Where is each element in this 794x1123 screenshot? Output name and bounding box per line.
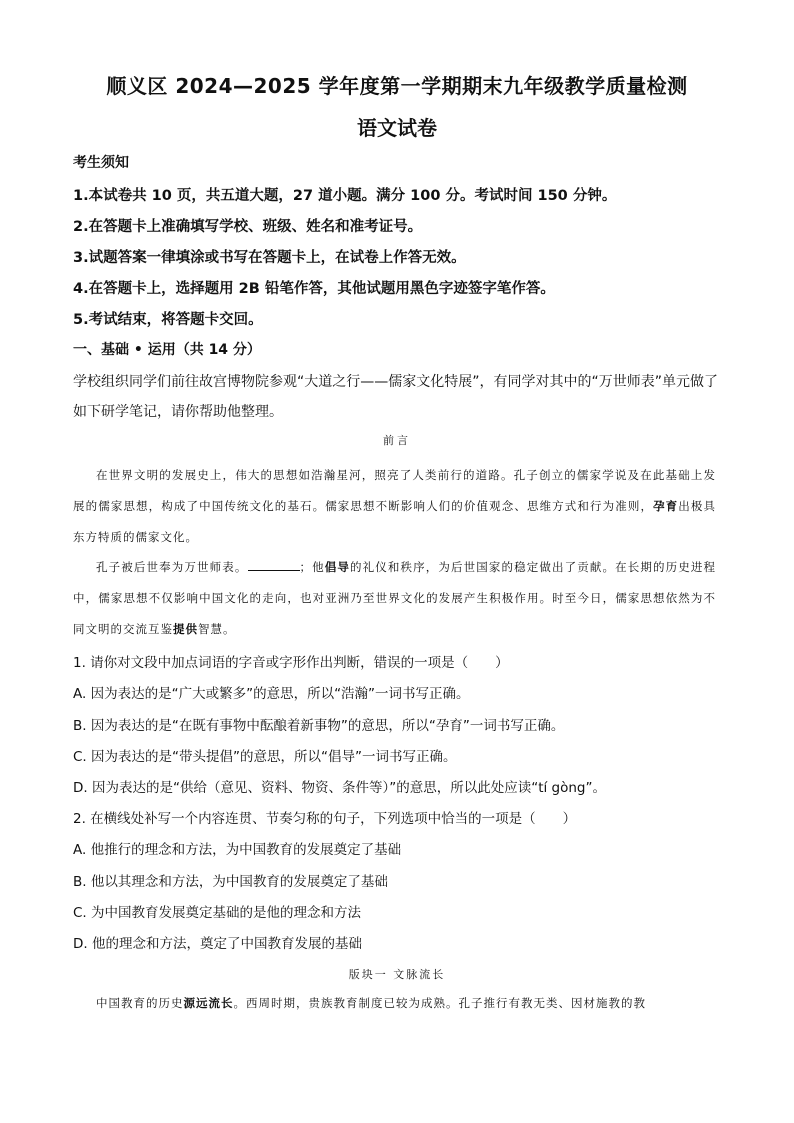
notes-paragraph <box>73 460 716 553</box>
question-option: D. 因为表达的是“供给（意见、资料、物资、条件等）”的意思，所以此处应读“tí gòng”。 <box>73 780 606 796</box>
module-title: 版块一 文脉流长 <box>348 968 446 981</box>
notes-title: 前言 <box>383 434 411 447</box>
text-run: 的礼仪和秩序，为后世国家的稳定做出了贡献。在长期的历史进程中，儒家思想不仅影响中国文化的走向，也对亚洲乃至世界文化的发展产生积极作用。时至今日，儒家思想依然为不同文明的交流互鉴 <box>73 560 716 636</box>
question-option: A. 因为表达的是“广大或繁多”的意思，所以“浩瀚”一词书写正确。 <box>73 686 470 702</box>
exam-title: 顺义区 2024—2025 学年度第一学期期末九年级教学质量检测 <box>106 74 688 98</box>
notice-item: 5.考试结束，将答题卡交回。 <box>73 312 263 328</box>
text-run: 中国教育的历史 <box>96 996 184 1010</box>
question-stem: 1. 请你对文段中加点词语的字音或字形作出判断，错误的一项是（ ） <box>73 655 509 671</box>
text-run: 在世界文明的发展史上，伟大的思想如浩瀚星河，照亮了人类前行的道路。孔子创立的儒家学说及在此基础上发展的儒家思想，构成了中国传统文化的基石。儒家思想不断影响人们的价值观念、思维方式和行为准则， <box>73 468 716 513</box>
notice-item: 3.试题答案一律填涂或书写在答题卡上，在试卷上作答无效。 <box>73 250 466 266</box>
text-run: 出极具东方特质的儒家文化。 <box>73 499 717 544</box>
text-run: ；他 <box>299 560 325 574</box>
question-option: B. 因为表达的是“在既有事物中酝酿着新事物”的意思，所以“孕育”一词书写正确。 <box>73 718 565 734</box>
notice-heading: 考生须知 <box>73 155 129 171</box>
text-run: 孔子被后世奉为万世师表。 <box>96 560 248 574</box>
text-run: 。西周时期，贵族教育制度已较为成熟。孔子推行有教无类、因材施教的教 <box>233 996 646 1010</box>
exam-subtitle: 语文试卷 <box>357 116 437 140</box>
dotted-word: 提供 <box>173 622 198 636</box>
dotted-word: 倡导 <box>324 560 350 574</box>
notice-item: 1.本试卷共 10 页，共五道大题，27 道小题。满分 100 分。考试时间 150 分钟。 <box>73 188 617 204</box>
dotted-word: 孕育 <box>653 499 679 513</box>
question-option: C. 因为表达的是“带头提倡”的意思，所以“倡导”一词书写正确。 <box>73 749 457 765</box>
notes-paragraph <box>73 552 716 645</box>
fill-blank <box>248 560 300 571</box>
question-option: A. 他推行的理念和方法，为中国教育的发展奠定了基础 <box>73 842 402 858</box>
dotted-word: 源远流长 <box>183 996 234 1010</box>
module-paragraph <box>73 988 716 1019</box>
question-stem: 2. 在横线处补写一个内容连贯、节奏匀称的句子，下列选项中恰当的一项是（ ） <box>73 811 577 827</box>
question-option: B. 他以其理念和方法，为中国教育的发展奠定了基础 <box>73 874 388 890</box>
notice-item: 4.在答题卡上，选择题用 2B 铅笔作答，其他试题用黑色字迹签字笔作答。 <box>73 281 555 297</box>
section-intro: 学校组织同学们前往故宫博物院参观“大道之行——儒家文化特展”，有同学对其中的“万世师表”单元做了如下研学笔记，请你帮助他整理。 <box>73 374 719 420</box>
text-run: 智慧。 <box>198 622 236 636</box>
question-option: D. 他的理念和方法，奠定了中国教育发展的基础 <box>73 936 362 952</box>
question-option: C. 为中国教育发展奠定基础的是他的理念和方法 <box>73 905 362 921</box>
section-heading: 一、基础 • 运用（共 14 分） <box>73 342 261 358</box>
notice-item: 2.在答题卡上准确填写学校、班级、姓名和准考证号。 <box>73 219 423 235</box>
